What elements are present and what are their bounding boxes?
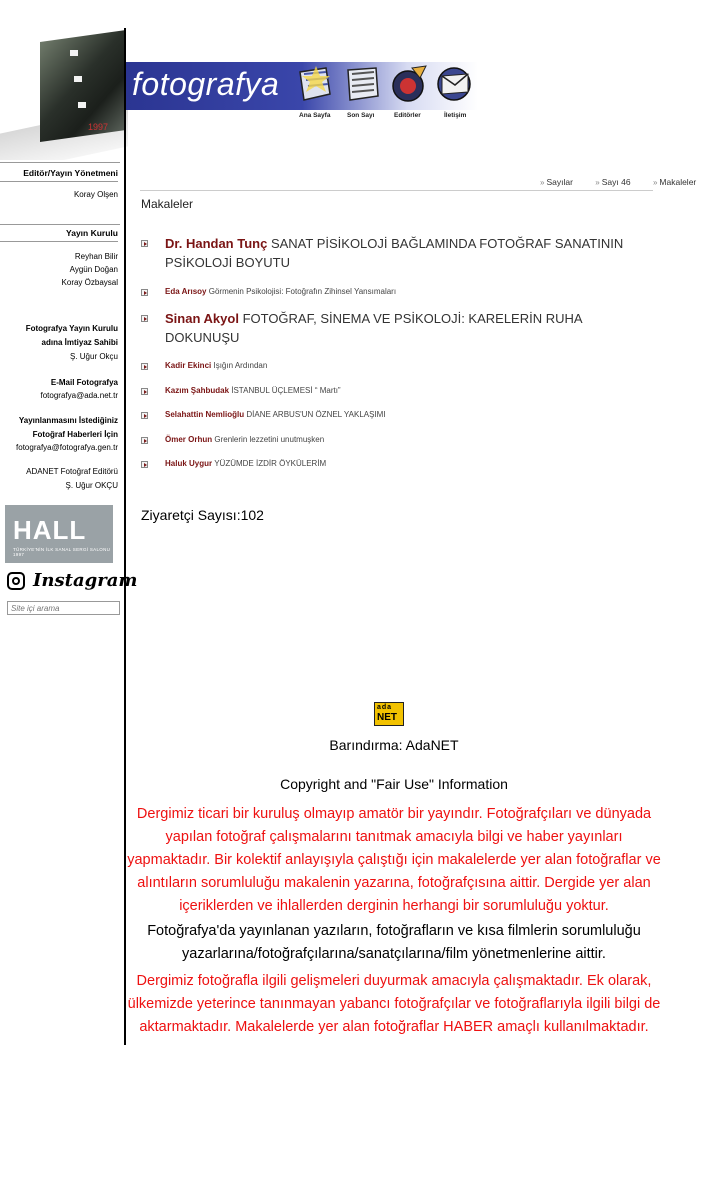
article-title[interactable]: SANAT PİSİKOLOJİ BAĞLAMINDA FOTOĞRAF SANATININ PSİKOLOJİ BOYUTU xyxy=(165,236,624,270)
board-member: Koray Özbaysal xyxy=(61,278,118,287)
bullet-icon xyxy=(141,388,148,395)
bullet-icon xyxy=(141,240,148,247)
instagram-label: Instagram xyxy=(33,570,138,591)
breadcrumb-issues[interactable]: Sayılar xyxy=(546,177,573,187)
article-title[interactable]: FOTOĞRAF, SİNEMA VE PSİKOLOJİ: KARELERİN RUHA DOKUNUŞU xyxy=(165,311,582,345)
article-author[interactable]: Kazım Şahbudak xyxy=(165,386,230,395)
article-author[interactable]: Eda Arısoy xyxy=(165,287,207,296)
hosting-text: Barındırma: AdaNET xyxy=(329,737,459,753)
article-link xyxy=(165,309,655,347)
copyright-heading: Copyright and "Fair Use" Information xyxy=(280,776,508,792)
instagram-link[interactable] xyxy=(7,570,138,596)
article-title[interactable]: Görmenin Psikolojisi: Fotoğrafın Zihinsel Yansımaları xyxy=(208,287,397,296)
adanet-editor-name: Ş. Uğur OKÇU xyxy=(65,481,118,490)
article-title[interactable]: YÜZÜMDE İZDİR ÖYKÜLERİM xyxy=(214,459,327,468)
chevron-right-icon: » xyxy=(595,178,600,187)
email-heading: E-Mail Fotografya xyxy=(50,378,118,387)
bullet-icon xyxy=(141,461,148,468)
article-author[interactable]: Ömer Orhun xyxy=(165,435,213,444)
adanet-logo[interactable] xyxy=(374,702,404,726)
latest-issue-icon[interactable] xyxy=(344,64,382,104)
board-member: Reyhan Bilir xyxy=(74,252,118,261)
chevron-right-icon: » xyxy=(652,178,658,187)
nav-home[interactable]: Ana Sayfa xyxy=(299,112,331,119)
nav-contact[interactable]: İletişim xyxy=(444,112,467,119)
chevron-right-icon: » xyxy=(540,178,545,187)
article-title[interactable]: İSTANBUL ÜÇLEMESİ “ Martı” xyxy=(231,386,341,395)
notice-responsibility: Fotoğrafya'da yayınlanan yazıların, fotoğrafların ve kısa filmlerin sorumluluğu yazarlarına/fotoğrafçılarına/sanatçılarına/film yönetmenlerine aittir. xyxy=(147,923,641,962)
editor-heading: Editör/Yayın Yönetmeni xyxy=(0,168,118,182)
editors-icon[interactable] xyxy=(390,64,428,104)
site-search-input[interactable] xyxy=(7,601,120,615)
hall-banner[interactable] xyxy=(5,505,113,563)
film-stamp: 1997 xyxy=(88,122,109,132)
board-member: Aygün Doğan xyxy=(69,265,118,274)
article-link xyxy=(165,234,655,272)
board-heading: Yayın Kurulu xyxy=(0,228,118,242)
nav-latest-issue[interactable]: Son Sayı xyxy=(347,112,375,119)
news-heading: Yayınlanmasını İstediğiniz xyxy=(18,416,118,425)
hall-subtitle: TÜRKİYE'NİN İLK SANAL SERGİ SALONU 1997 xyxy=(13,547,111,557)
article-author[interactable]: Dr. Handan Tunç xyxy=(165,236,268,251)
home-icon[interactable] xyxy=(296,64,334,104)
instagram-icon xyxy=(7,572,25,590)
breadcrumb-articles[interactable]: Makaleler xyxy=(659,177,697,187)
article-author[interactable]: Sinan Akyol xyxy=(165,311,239,326)
notice-amateur: Dergimiz ticari bir kuruluş olmayıp amatör bir yayındır. Fotoğrafçıları ve dünyada yapılan fotoğraf çalışmalarını tanıtmak amacıyla bilgi ve haber yayınları yapmaktadır. Bir kolektif anlayışıyla çalıştığı için makalelerde yer alan fotoğraflar ve alıntıların sorumluluğu makalenin yazarına, fotoğrafçısına aittir. Dergide yer alan içeriklerden ve ihlallerden derginin herhangi bir sorumluluğu yoktur. xyxy=(127,806,661,914)
bullet-icon xyxy=(141,412,148,419)
owner-title: Fotografya Yayın Kurulu xyxy=(25,324,118,333)
adanet-editor-label: ADANET Fotoğraf Editörü xyxy=(26,467,118,476)
article-title[interactable]: Işığın Ardından xyxy=(213,361,268,370)
film-strip-graphic xyxy=(0,28,128,160)
bullet-icon xyxy=(141,289,148,296)
site-header xyxy=(0,0,704,160)
contact-icon[interactable] xyxy=(436,64,474,104)
article-author[interactable]: Selahattin Nemlioğlu xyxy=(165,410,245,419)
adanet-logo-top: ada xyxy=(377,704,393,711)
news-heading: Fotoğraf Haberleri İçin xyxy=(32,430,118,439)
article-author[interactable]: Kadir Ekinci xyxy=(165,361,212,370)
breadcrumb-divider xyxy=(140,190,653,191)
breadcrumb-issue[interactable]: Sayı 46 xyxy=(601,177,631,187)
hall-title: HALL xyxy=(13,515,87,545)
bullet-icon xyxy=(141,437,148,444)
site-logo[interactable]: fotografya xyxy=(132,66,280,102)
visitor-counter: Ziyaretçi Sayısı:102 xyxy=(141,507,264,523)
breadcrumb xyxy=(520,177,696,187)
article-author[interactable]: Haluk Uygur xyxy=(165,459,213,468)
bullet-icon xyxy=(141,363,148,370)
editor-name: Koray Olşen xyxy=(73,190,118,199)
bullet-icon xyxy=(141,315,148,322)
article-title[interactable]: Grenlerin lezzetini unutmuşken xyxy=(214,435,325,444)
news-email-link[interactable]: fotografya@fotografya.gen.tr xyxy=(16,443,118,452)
nav-editors[interactable]: Editörler xyxy=(394,112,421,119)
adanet-logo-bottom: NET xyxy=(377,712,397,723)
notice-news: Dergimiz fotoğrafla ilgili gelişmeleri duyurmak amacıyla çalışmaktadır. Ek olarak, ülkemizde yeterince tanınmayan yabancı fotoğrafçılar ve fotoğraflarıyla ilgili bilgi de aktarmaktadır. Makalelerde yer alan fotoğraflar HABER amaçlı kullanılmaktadır. xyxy=(127,973,661,1035)
owner-title: adına İmtiyaz Sahibi xyxy=(41,338,118,347)
page-title: Makaleler xyxy=(141,197,194,211)
email-link[interactable]: fotografya@ada.net.tr xyxy=(40,391,118,400)
owner-name: Ş. Uğur Okçu xyxy=(69,352,118,361)
article-title[interactable]: DİANE ARBUS'UN ÖZNEL YAKLAŞIMI xyxy=(246,410,386,419)
